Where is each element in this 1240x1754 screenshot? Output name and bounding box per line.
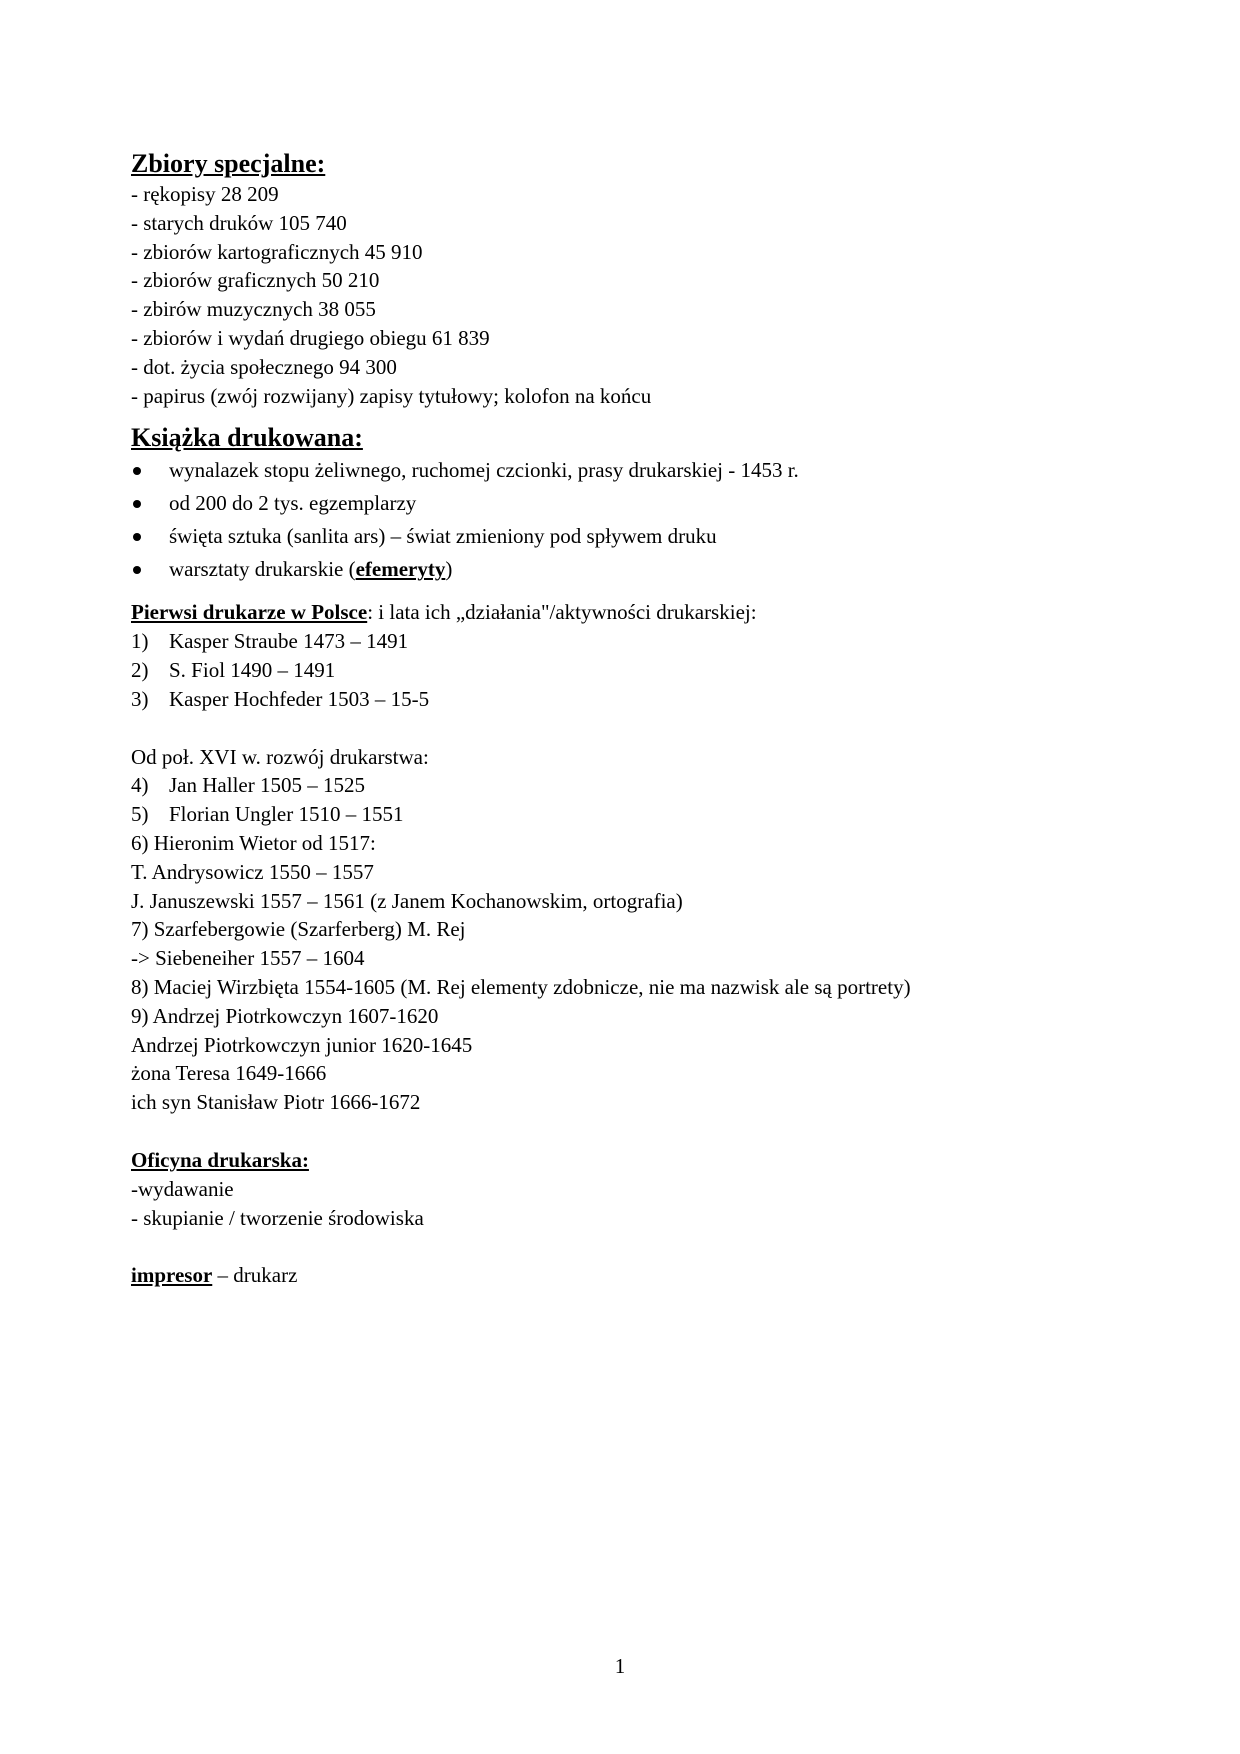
bullet-item: wynalazek stopu żeliwnego, ruchomej czcionki, prasy drukarskiej - 1453 r. — [131, 454, 1111, 487]
list-item: Andrzej Piotrkowczyn junior 1620-1645 — [131, 1032, 473, 1057]
list-item: 7) Szarfebergowie (Szarferberg) M. Rej — [131, 917, 466, 942]
section-heading-zbiory: Zbiory specjalne: — [131, 149, 326, 178]
efemeryty-term: efemeryty — [355, 557, 446, 582]
list-item: 5) Florian Ungler 1510 – 1551 — [131, 802, 404, 827]
list-item: 2) S. Fiol 1490 – 1491 — [131, 657, 336, 682]
development-intro: Od poł. XVI w. rozwój drukarstwa: — [131, 744, 429, 769]
bullet-item — [131, 553, 1111, 586]
list-item: - rękopisy 28 209 — [131, 182, 279, 206]
first-printers-heading — [131, 598, 1111, 627]
list-item: -> Siebeneiher 1557 – 1604 — [131, 946, 365, 971]
list-item: żona Teresa 1649-1666 — [131, 1061, 327, 1086]
list-item: 6) Hieronim Wietor od 1517: — [131, 830, 376, 855]
bullet-text: warsztaty drukarskie ( — [169, 557, 356, 582]
bullet-text-suffix: ) — [445, 557, 453, 582]
collections-list — [131, 180, 1111, 410]
document-page — [131, 148, 1111, 1290]
list-item: - zbiorów i wydań drugiego obiegu 61 839 — [131, 325, 490, 350]
list-item: 9) Andrzej Piotrkowczyn 1607-1620 — [131, 1003, 439, 1028]
list-item: 3) Kasper Hochfeder 1503 – 15-5 — [131, 686, 430, 711]
list-item: ich syn Stanisław Piotr 1666-1672 — [131, 1090, 421, 1115]
first-printers-subtitle: : i lata ich „działania"/aktywności drukarskiej: — [367, 600, 757, 625]
printers-lines — [131, 829, 1111, 1117]
section-heading-ksiazka: Książka drukowana: — [131, 423, 363, 453]
list-item: - zbiorów kartograficznych 45 910 — [131, 239, 423, 264]
first-printers-title: Pierwsi drukarze w Polsce — [131, 600, 368, 625]
first-printers-list — [131, 627, 1111, 713]
impresor-meaning: – drukarz — [212, 1263, 298, 1288]
bullet-item: święta sztuka (sanlita ars) – świat zmieniony pod spływem druku — [131, 520, 1111, 553]
list-item: - zbirów muzycznych 38 055 — [131, 297, 376, 322]
impresor-definition — [131, 1261, 1111, 1290]
list-item: 8) Maciej Wirzbięta 1554-1605 (M. Rej elementy zdobnicze, nie ma nazwisk ale są portrety) — [131, 974, 911, 999]
list-item: T. Andrysowicz 1550 – 1557 — [131, 859, 374, 884]
list-item: 1) Kasper Straube 1473 – 1491 — [131, 629, 409, 654]
list-item: -wydawanie — [131, 1176, 234, 1201]
later-printers-list — [131, 771, 1111, 829]
list-item: - zbiorów graficznych 50 210 — [131, 268, 380, 293]
list-item: J. Januszewski 1557 – 1561 (z Janem Kochanowskim, ortografia) — [131, 888, 683, 913]
printed-book-bullets — [131, 454, 1111, 586]
bullet-item: od 200 do 2 tys. egzemplarzy — [131, 487, 1111, 520]
list-item: - papirus (zwój rozwijany) zapisy tytułowy; kolofon na końcu — [131, 383, 652, 408]
list-item: 4) Jan Haller 1505 – 1525 — [131, 773, 365, 798]
impresor-term: impresor — [131, 1263, 213, 1288]
list-item: - dot. życia społecznego 94 300 — [131, 354, 397, 379]
list-item: - starych druków 105 740 — [131, 210, 347, 235]
list-item: - skupianie / tworzenie środowiska — [131, 1205, 424, 1230]
page-number: 1 — [614, 1654, 626, 1678]
printing-house-heading: Oficyna drukarska: — [131, 1147, 309, 1172]
